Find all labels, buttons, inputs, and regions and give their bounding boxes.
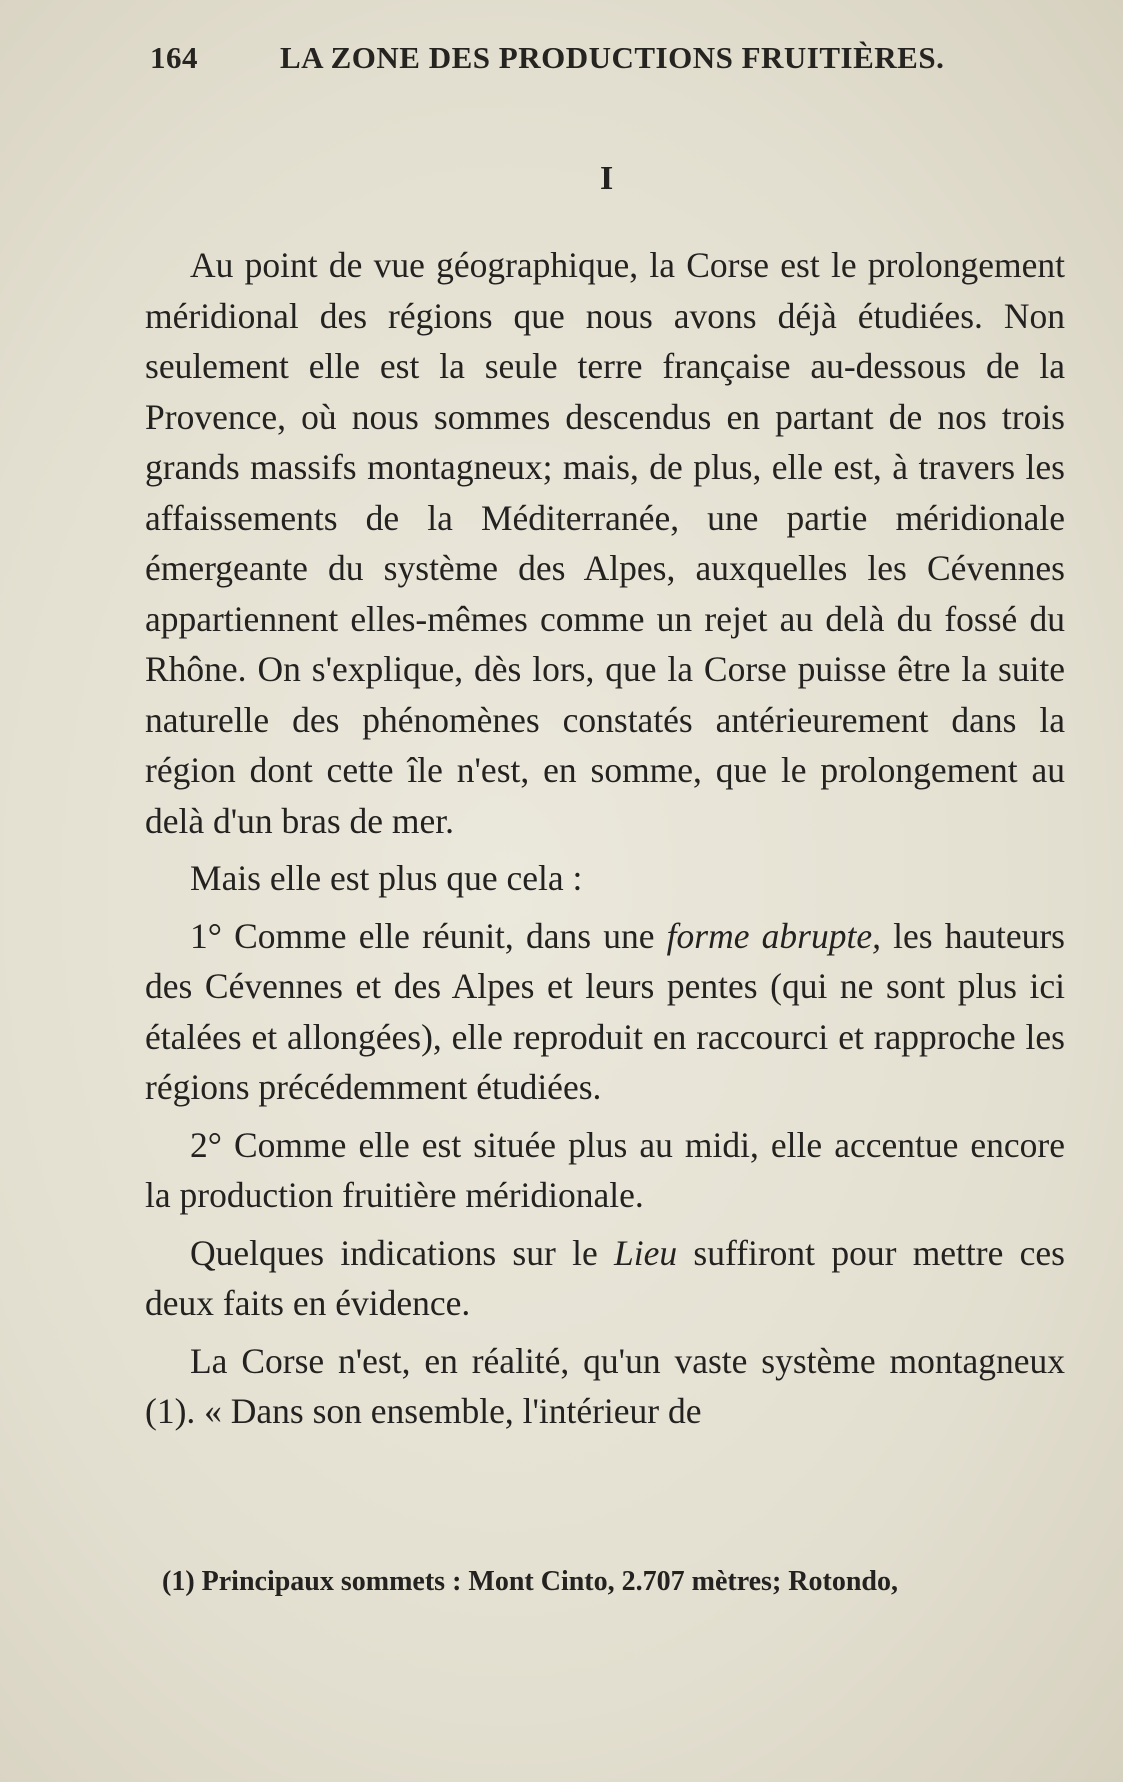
page-number: 164: [150, 40, 198, 75]
paragraph-4: 2° Comme elle est située plus au midi, elle accentue encore la production fruitière méridionale.: [145, 1124, 1065, 1215]
paragraph-5: [145, 1228, 1065, 1329]
paragraph-2: Mais elle est plus que cela :: [190, 858, 583, 898]
paragraph-6: La Corse n'est, en réalité, qu'un vaste système montagneux (1). « Dans son ensemble, l'intérieur de: [145, 1340, 1065, 1431]
running-header: [150, 38, 950, 78]
body-text: [145, 240, 1065, 1444]
paragraph-1: Au point de vue géographique, la Corse est le prolongement méridional des régions que nous avons déjà étudiées. Non seulement elle est la seule terre française au-dessous de la Provence, où nous sommes descendus en partant de nos trois grands massifs montagneux; mais, de plus, elle est, à travers les affaissements de la Méditerranée, une partie méridionale émergeante du système des Alpes, auxquelles les Cévennes appartiennent elles-mêmes comme un rejet au delà du fossé du Rhône. On s'explique, dès lors, que la Corse puisse être la suite naturelle des phénomènes constatés antérieurement dans la région dont cette île n'est, en somme, que le prolongement au delà d'un bras de mer.: [145, 245, 1065, 841]
italic-phrase-forme-abrupte: forme abrupte,: [666, 915, 881, 956]
italic-word-lieu: Lieu: [614, 1232, 678, 1273]
paragraph-3-start: 1° Comme elle réunit, dans une: [190, 915, 667, 956]
paragraph-3: [145, 911, 1065, 1113]
paragraph-5-end: suffiront pour mettre ces deux faits en évidence.: [145, 1232, 1065, 1323]
section-number: I: [600, 160, 614, 197]
paragraph-3-end: les hauteurs des Cévennes et des Alpes et leurs pentes (qui ne sont plus ici étalées et allongées), elle reproduit en raccourci et rapproche les régions précédemment étudiées.: [145, 915, 1065, 1107]
running-title: LA ZONE DES PRODUCTIONS FRUITIÈRES.: [280, 40, 945, 75]
footnote: (1) Principaux sommets : Mont Cinto, 2.707 mètres; Rotondo,: [162, 1566, 898, 1597]
paragraph-5-start: Quelques indications sur le: [190, 1232, 615, 1273]
